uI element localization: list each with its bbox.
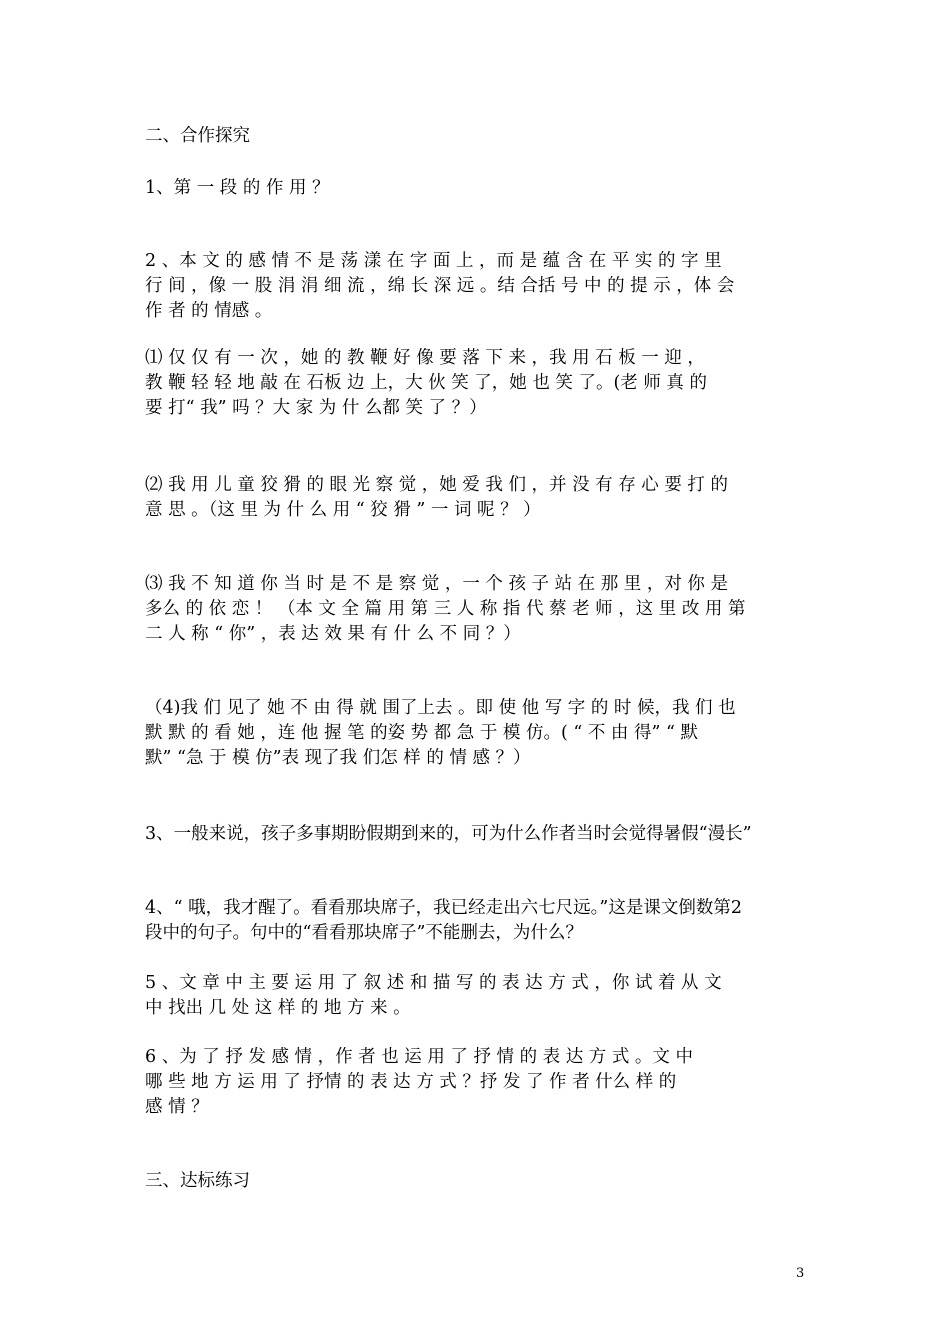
page-number: 3 [796, 1266, 805, 1281]
question-3: 3、一般来说，孩子多事期盼假期到来的，可为什么作者当时会觉得暑假“漫长” [145, 824, 752, 844]
question-2-line-2: 行 间 ，像 一 股 涓 涓 细 流 ，绵 长 深 远 。结 合括 号 中 的 提 示 ，体 会 [145, 276, 735, 296]
section-heading-cooperation: 二、合作探究 [145, 126, 250, 146]
section-heading-practice: 三、达标练习 [145, 1171, 250, 1191]
sub-question-1-line-1: ⑴ 仅 仅 有 一 次 ，她 的 教 鞭 好 像 要 落 下 来 ，我 用 石 板 一 迎 ， [145, 348, 705, 368]
question-6-line-1: 6 、为 了 抒 发 感 情 ，作 者 也 运 用 了 抒 情 的 表 达 方 式 。文 中 [145, 1047, 693, 1067]
sub-question-3-line-1: ⑶ 我 不 知 道 你 当 时 是 不 是 察 觉 ，一 个 孩 子 站 在 那 里 ，对 你 是 [145, 574, 728, 594]
sub-question-4 [145, 696, 810, 771]
question-2-line-1: 2 、本 文 的 感 情 不 是 荡 漾 在 字 面 上 ，而 是 蕴 含 在 平 实 的 字 里 [145, 251, 722, 271]
question-5-line-1: 5 、文 章 中 主 要 运 用 了 叙 述 和 描 写 的 表 达 方 式 ，你 试 着 从 文 [145, 973, 722, 993]
question-6-line-2: 哪 些 地 方 运 用 了 抒情 的 表 达 方 式 ？抒 发 了 作 者 什么 样 的 [145, 1072, 677, 1092]
sub-question-3-line-3: 二 人 称 “ 你” ，表 达 效 果 有 什 么 不 同 ？） [145, 624, 521, 644]
question-6-line-3: 感 情 ？ [145, 1097, 209, 1117]
sub-question-4-line-2: 默 默 的 看 她 ，连 他 握 笔 的姿 势 都 急 于 模 仿。( “ 不 由 得” “ 默 [145, 723, 698, 743]
sub-question-3-line-2: 多么 的 依 恋 ！ （本 文 全 篇 用 第 三 人 称 指 代 蔡 老 师 ，这 里 改 用 第 [145, 599, 746, 619]
sub-question-2-line-2: 意 思 。（这 里 为 什 么 用 “ 狡 猾 ” 一 词 呢 ？ ） [145, 500, 541, 520]
question-6 [145, 1045, 810, 1120]
question-5 [145, 971, 810, 1021]
sub-question-1 [145, 346, 810, 421]
question-2 [145, 249, 810, 324]
sub-question-2-line-1: ⑵ 我 用 儿 童 狡 猾 的 眼 光 察 觉 ，她 爱 我 们 ，并 没 有 存 心 要 打 的 [145, 475, 728, 495]
question-4-line-1: 4、“ 哦，我才醒了。看看那块席子，我已经走出六七尺远。”这是课文倒数第2 [145, 898, 742, 918]
sub-question-4-line-1: （4)我 们 见了 她 不 由 得 就 围了上去 。即 使 他 写 字 的 时 候，我 们 也 [145, 698, 736, 718]
sub-question-2 [145, 473, 810, 523]
question-4-line-2: 段中的句子。句中的“看看那块席子”不能删去，为什么？ [145, 923, 583, 943]
sub-question-3 [145, 572, 810, 647]
sub-question-4-line-3: 默” “急 于 模 仿”表 现了我 们怎 样 的 情 感 ？） [145, 748, 531, 768]
question-4 [145, 896, 810, 946]
question-1: 1、第 一 段 的 作 用 ？ [145, 178, 330, 198]
question-5-line-2: 中 找出 几 处 这 样 的 地 方 来 。 [145, 998, 411, 1018]
sub-question-1-line-3: 要 打“ 我” 吗 ？大 家 为 什 么都 笑 了 ？） [145, 398, 487, 418]
sub-question-1-line-2: 教 鞭 轻 轻 地 敲 在 石板 边 上，大 伙 笑 了，她 也 笑 了。(老 师 真 的 [145, 373, 707, 393]
question-2-line-3: 作 者 的 情感 。 [145, 301, 273, 321]
